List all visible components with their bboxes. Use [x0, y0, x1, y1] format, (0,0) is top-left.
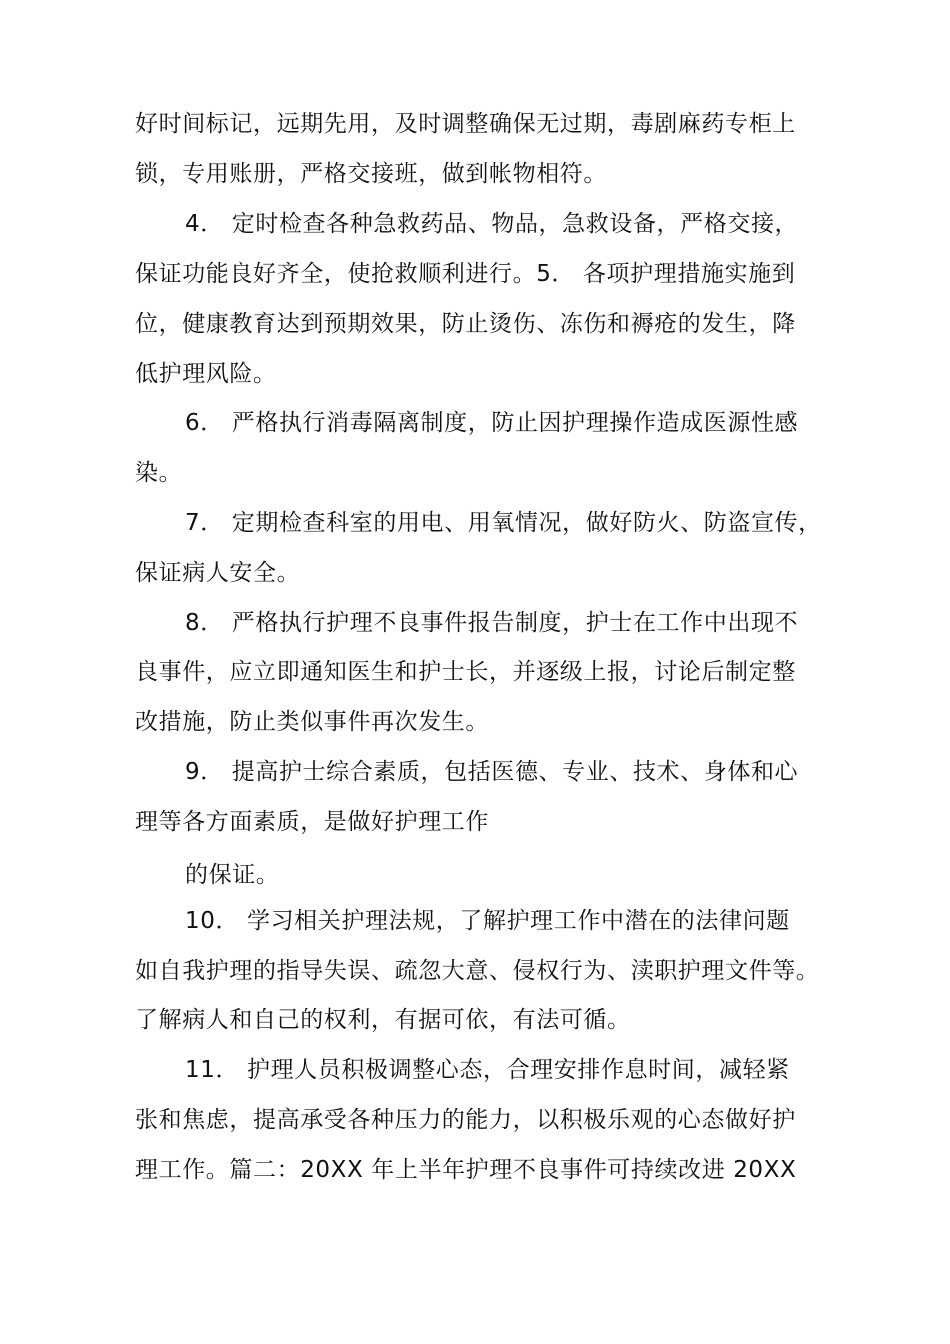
text-line: 如自我护理的指导失误、疏忽大意、侵权行为、渎职护理文件等。 — [135, 958, 820, 984]
list-item-11: 11． 护理人员积极调整心态，合理安排作息时间，减轻紧 — [185, 1057, 790, 1083]
text-line: 染。 — [135, 460, 183, 486]
text-line: 位，健康教育达到预期效果，防止烫伤、冻伤和褥疮的发生，降 — [135, 311, 796, 337]
text-line: 改措施，防止类似事件再次发生。 — [135, 709, 489, 735]
list-item-6: 6． 严格执行消毒隔离制度，防止因护理操作造成医源性感 — [185, 410, 799, 436]
list-item-8: 8． 严格执行护理不良事件报告制度，护士在工作中出现不 — [185, 610, 799, 636]
text-line: 理等各方面素质，是做好护理工作 — [135, 809, 489, 835]
text-line: 理工作。篇二：20XX 年上半年护理不良事件可持续改进 20XX — [135, 1157, 797, 1183]
list-item-4: 4． 定时检查各种急救药品、物品，急救设备，严格交接， — [185, 211, 799, 237]
text-line: 了解病人和自己的权利，有据可依，有法可循。 — [135, 1007, 631, 1033]
text-line: 张和焦虑，提高承受各种压力的能力，以积极乐观的心态做好护 — [135, 1107, 796, 1133]
text-line: 低护理风险。 — [135, 361, 277, 387]
text-line: 良事件，应立即通知医生和护士长，并逐级上报，讨论后制定整 — [135, 659, 796, 685]
list-item-10: 10． 学习相关护理法规，了解护理工作中潜在的法律问题 — [185, 908, 790, 934]
text-line: 好时间标记，远期先用，及时调整确保无过期，毒剧麻药专柜上 — [135, 111, 796, 137]
text-line: 保证功能良好齐全，使抢救顺利进行。5． 各项护理措施实施到 — [135, 261, 796, 287]
text-line: 锁，专用账册，严格交接班，做到帐物相符。 — [135, 161, 607, 187]
text-line: 保证病人安全。 — [135, 560, 301, 586]
list-item-7: 7． 定期检查科室的用电、用氧情况，做好防火、防盗宣传， — [185, 510, 822, 536]
text-line: 的保证。 — [185, 862, 280, 888]
list-item-9: 9． 提高护士综合素质，包括医德、专业、技术、身体和心 — [185, 759, 799, 785]
